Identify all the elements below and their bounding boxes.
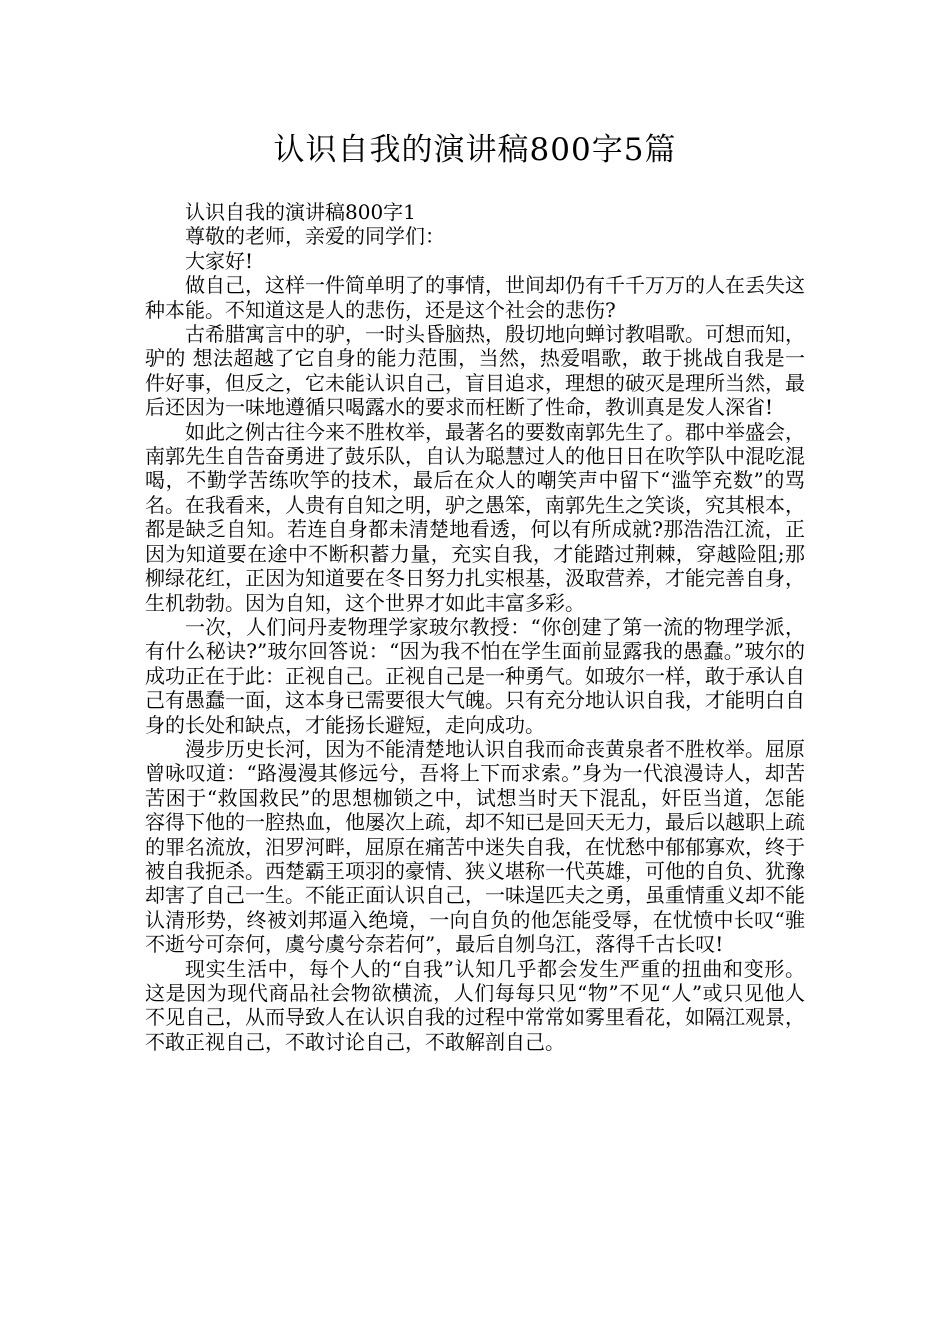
section-heading: 认识自我的演讲稿800字1 (185, 200, 416, 224)
body-paragraph: 古希腊寓言中的驴，一时头昏脑热，殷切地向蝉讨教唱歌。可想而知，驴的 想法超越了它自身的能力范围，当然，热爱唱歌，敢于挑战自我是一件好事，但反之，它未能认识自己，盲目追求，理想的破灭是理所当然，最后还因为一味地遵循只喝露水的要求而枉断了性命，教训真是发人深省! (145, 322, 805, 420)
document-body (145, 200, 805, 1054)
body-paragraph: 现实生活中，每个人的“自我”认知几乎都会发生严重的扭曲和变形。这是因为现代商品社会物欲横流，人们每每只见“物”不见“人”或只见他人不见自己，从而导致人在认识自我的过程中常常如雾里看花，如隔江观景，不敢正视自己，不敢讨论自己，不敢解剖自己。 (145, 956, 805, 1054)
body-paragraph: 做自己，这样一件简单明了的事情，世间却仍有千千万万的人在丢失这种本能。不知道这是人的悲伤，还是这个社会的悲伤? (145, 273, 805, 322)
document-title: 认识自我的演讲稿800字5篇 (273, 132, 677, 168)
body-paragraph: 一次，人们问丹麦物理学家玻尔教授：“你创建了第一流的物理学派，有什么秘诀?”玻尔回答说：“因为我不怕在学生面前显露我的愚蠢。”玻尔的成功正在于此：正视自己。正视自己是一种勇气。如玻尔一样，敢于承认自己有愚蠢一面，这本身已需要很大气魄。只有充分地认识自我，才能明白自身的长处和缺点，才能扬长避短，走向成功。 (145, 614, 805, 737)
greeting: 大家好! (185, 248, 254, 273)
salutation: 尊敬的老师，亲爱的同学们： (185, 224, 445, 249)
body-paragraph: 如此之例古往今来不胜枚举，最著名的要数南郭先生了。郡中举盛会，南郭先生自告奋勇进了鼓乐队，自认为聪慧过人的他日日在吹竽队中混吃混喝，不勤学苦练吹竽的技术，最后在众人的嘲笑声中留下“滥竽充数”的骂名。在我看来，人贵有自知之明，驴之愚笨，南郭先生之笑谈，究其根本，都是缺乏自知。若连自身都未清楚地看透，何以有所成就?那浩浩江流，正因为知道要在途中不断积蓄力量，充实自我，才能踏过荆棘，穿越险阻;那柳绿花红，正因为知道要在冬日努力扎实根基，汲取营养，才能完善自身，生机勃勃。因为自知，这个世界才如此丰富多彩。 (145, 419, 805, 615)
body-paragraph: 漫步历史长河，因为不能清楚地认识自我而命丧黄泉者不胜枚举。屈原曾咏叹道：“路漫漫其修远兮，吾将上下而求索。”身为一代浪漫诗人，却苦苦困于“救国救民”的思想枷锁之中，试想当时天下混乱，奸臣当道，怎能容得下他的一腔热血，他屡次上疏，却不知已是回天无力，最后以越职上疏的罪名流放，汨罗河畔，屈原在痛苦中迷失自我，在忧愁中郁郁寡欢，终于被自我扼杀。西楚霸王项羽的豪情、狭义堪称一代英雄，可他的自负、犹豫却害了自己一生。不能正面认识自己，一味逞匹夫之勇，虽重情重义却不能认清形势，终被刘邦逼入绝境，一向自负的他怎能受辱，在忧愤中长叹“骓不逝兮可奈何，虞兮虞兮奈若何”，最后自刎乌江，落得千古长叹! (145, 736, 805, 957)
